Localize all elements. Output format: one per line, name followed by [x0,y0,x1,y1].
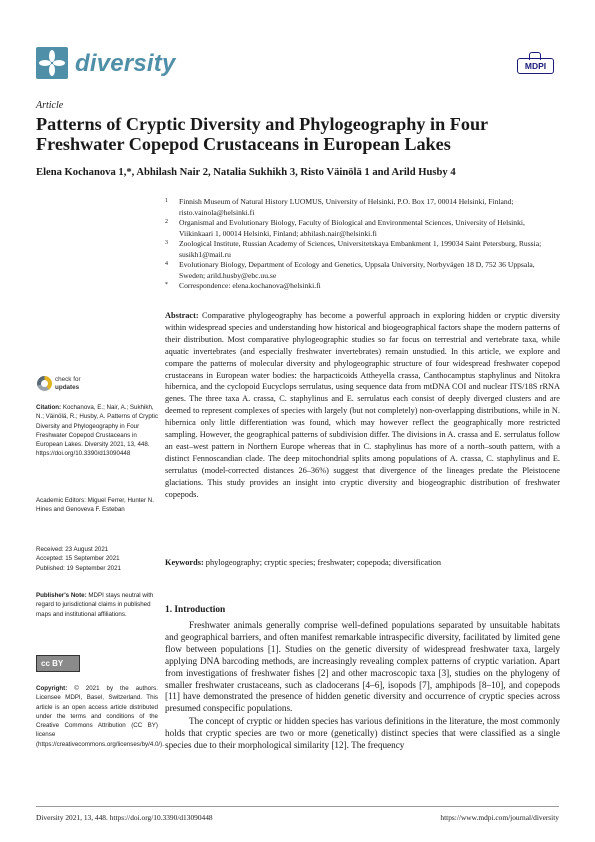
keywords-text: phylogeography; cryptic species; freshwater; copepoda; diversification [205,558,442,567]
abstract [165,310,560,501]
citation-label: Citation: [36,404,62,411]
copyright-label: Copyright: [36,685,68,692]
footer-journal-url[interactable]: https://www.mdpi.com/journal/diversity [440,813,559,822]
keywords [165,558,560,567]
dates-block [36,545,158,573]
intro-paragraph-2: The concept of cryptic or hidden species has various definitions in the literature, the most commonly holds that cryptic species are two or more (genetically) distinct species that were classified as a single species due to their morphological similarity [12]. The frequency [165,716,560,751]
abstract-text: Comparative phylogeography has become a powerful approach in exploring hidden or cryptic diversity within widespread species and understanding how historical and biogeographical factors shape the modern patterns of their distribution. Most comparative phylogeographic studies so far focus on terrestrial and vertebrate taxa, while aquatic invertebrates (and especially freshwater invertebrates) remain unstudied. In this article, we explore and compare the patterns of molecular diversity and phylogeographic structure of four widespread freshwater copepod crustaceans in European water bodies: the harpacticoids Attheyella crassa, Canthocamptus staphylinus and Nitokra hibernica, and the cyclopoid Eucyclops serrulatus, using sequence data from mtDNA COI and nuclear ITS/18S rRNA genes. The three taxa A. crassa, C. staphylinus and E. serrulatus each consist of deeply diverged clusters and are deemed to represent complexes of species with largely (but not completely) non-overlapping distributions, while in N. hibernica only little differentiation was found, which may however reflect the geographically more restricted sampling. However, the geographical patterns of subdivision differ. The divisions in A. crassa and E. serrulatus follow an east–west pattern in Northern Europe whereas that in C. staphylinus has more of a north–south pattern, with a distinct Fennoscandian clade. The deep mitochondrial splits among populations of A. crassa, C. staphylinus and E. serrulatus (model-corrected distances 26–36%) suggest that divergence of the lineages predate the Pleistocene glaciations. This study provides an insight into cryptic diversity and biogeographic distribution of freshwater copepods. [165,311,560,499]
affiliation-3: 3 Zoological Institute, Russian Academy of Sciences, Universitetskaya Embankment 1, 199034 Saint Petersburg, Russia; susikh1@mail.ru [165,239,542,259]
received-date: Received: 23 August 2021 [36,546,109,553]
diversity-leaf-icon [36,47,68,79]
published-date: Published: 19 September 2021 [36,564,121,572]
author-list: Elena Kochanova 1,*, Abhilash Nair 2, Natalia Sukhikh 3, Risto Väinölä 1 and Arild Husby 4 [36,167,456,178]
article-type: Article [36,100,64,111]
publisher-note-label: Publisher's Note: [36,592,87,599]
page-footer [36,813,559,822]
abstract-label: Abstract: [165,311,199,320]
journal-name: diversity [75,50,176,77]
affiliations [165,197,560,292]
journal-logo [36,47,68,79]
creative-commons-icon: cc BY [41,659,64,668]
cc-by-license-badge[interactable] [36,655,80,672]
introduction-body [165,620,560,753]
citation-text: Kochanova, E.; Nair, A.; Sukhikh, N.; Väinölä, R.; Husby, A. Patterns of Cryptic Diversity and Phylogeography in Four Freshwater Copepod Crustaceans in European Lakes. Diversity 2021, 13, 448. https://doi.org/10.3390/d13090448 [36,404,158,458]
section-title: 1. Introduction [165,605,226,615]
footer-divider [36,806,559,807]
affiliation-2: 2 Organismal and Evolutionary Biology, Faculty of Biological and Environmental Sciences, University of Helsinki, Viikinkaari 1, 00014 Helsinki, Finland; abhilash.nair@helsinki.fi [165,218,525,238]
intro-paragraph-1: Freshwater animals generally comprise well-defined populations separated by unsuitable habitats and geographical barriers, and often manifest remarkable intraspecific diversity, facilitated by limited gene flow between populations [1]. Studies on the genetic diversity of widespread freshwater taxa, largely applying DNA barcoding methods, are increasingly revealing complex patterns of cryptic variation. Apart from investigations of freshwater fishes [2] and other macroscopic taxa [3], studies on the phylogeny of smaller freshwater crustaceans, such as cladocerans [4–6], isopods [7], amphipods [8–10], and copepods [11] have demonstrated the presence of hidden genetic diversity and occurrence of cryptic species across presumed conspecific populations. [165,620,560,714]
publisher-note-text: MDPI stays neutral with regard to jurisdictional claims in published maps and institutional affiliations. [36,592,154,618]
accepted-date: Accepted: 15 September 2021 [36,555,120,563]
publisher-note [36,591,158,619]
copyright-text: © 2021 by the authors. Licensee MDPI, Basel, Switzerland. This article is an open access article distributed under the terms and conditions of the Creative Commons Attribution (CC BY) license (https://creativecommons.org/licenses/by/4.0/). [36,685,164,748]
affiliation-1: 1 Finnish Museum of Natural History LUOMUS, University of Helsinki, P.O. Box 17, 00014 Helsinki, Finland; risto.vainola@helsinki.fi [165,197,514,217]
correspondence: * Correspondence: elena.kochanova@helsinki.fi [165,281,321,290]
check-updates-link[interactable]: check for updates [55,376,81,391]
footer-citation[interactable]: Diversity 2021, 13, 448. https://doi.org/10.3390/d13090448 [36,813,213,822]
academic-editors: Academic Editors: Miguel Ferrer, Hunter N. Hines and Genoveva F. Esteban [36,497,154,514]
check-updates-icon-center [41,380,48,387]
affiliation-4: 4 Evolutionary Biology, Department of Ecology and Genetics, Uppsala University, Norbyvägen 18 D, 752 36 Uppsala, Sweden; arild.husby@ebc.uu.se [165,260,535,280]
keywords-label: Keywords: [165,558,204,567]
article-title: Patterns of Cryptic Diversity and Phylogeography in Four Freshwater Copepod Crustaceans in European Lakes [36,114,488,154]
copyright-block [36,684,164,749]
mdpi-logo: MDPI [517,58,554,74]
citation-block [36,403,158,459]
